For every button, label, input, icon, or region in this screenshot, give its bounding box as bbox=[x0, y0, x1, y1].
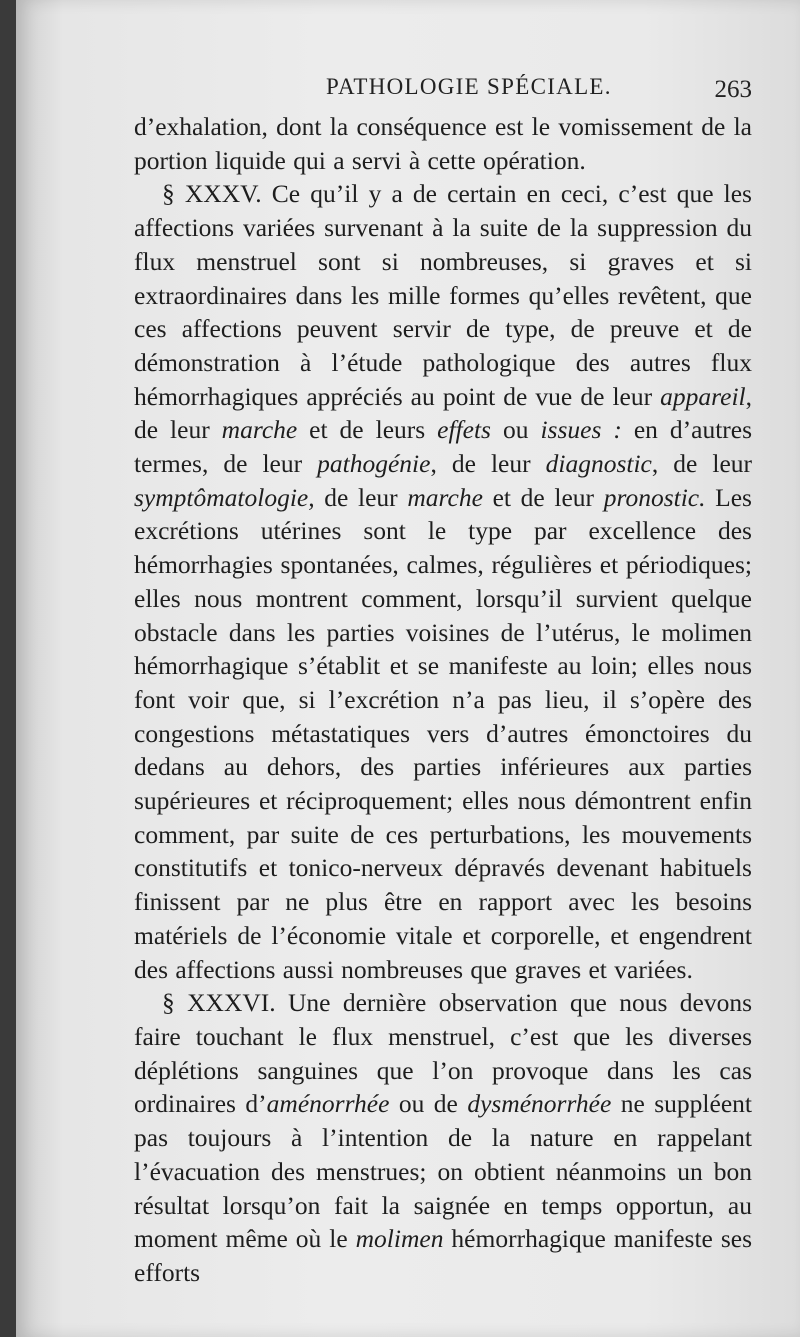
text-segment: , de leur bbox=[134, 381, 752, 445]
italic-term: diagnostic bbox=[545, 449, 652, 479]
italic-term: effets bbox=[437, 415, 491, 445]
text-segment: , de leur bbox=[651, 449, 753, 479]
text-segment: ou de bbox=[389, 1089, 468, 1119]
italic-term: pathogénie bbox=[317, 449, 431, 479]
italic-term: marche bbox=[407, 482, 483, 512]
text-segment: et de leur bbox=[482, 482, 604, 512]
text-segment: en d’autres termes, de leur bbox=[134, 415, 753, 479]
body-text bbox=[134, 110, 752, 1290]
italic-term: molimen bbox=[355, 1224, 444, 1254]
paragraph-section-36 bbox=[134, 986, 752, 1289]
page-number: 263 bbox=[714, 76, 752, 103]
text-segment: § XXXVI. Une dernière observation que nous devons faire touchant le flux menstruel, c’est que les diverses déplétions sanguines que l’on provoque dans les cas ordinaires d’ bbox=[134, 988, 752, 1119]
text-segment: ou bbox=[490, 415, 541, 445]
italic-term: marche bbox=[221, 415, 298, 445]
running-head bbox=[134, 74, 752, 108]
paragraph-section-35 bbox=[134, 177, 752, 986]
italic-term: symptômatologie, bbox=[134, 482, 315, 512]
text-segment: de leur bbox=[314, 482, 408, 512]
paragraph-1 bbox=[134, 110, 752, 177]
text-segment: d’exhalation, dont la conséquence est le vomissement de la portion liquide qui a servi à cette opération. bbox=[134, 112, 752, 175]
italic-term: appareil bbox=[660, 381, 746, 411]
book-page bbox=[16, 0, 800, 1337]
italic-term: pronostic. bbox=[603, 482, 706, 512]
text-segment: § XXXV. Ce qu’il y a de certain en ceci, c’est que les affections variées survenant à la suite de la suppression du flux menstruel sont si nombreuses, si graves et si extraordinaires dans les mille formes qu’elles revêtent, que ces affections peuvent servir de type, de preuve et de démonstration à l’étude pathologique des autres flux hémorrhagiques appréciés au point de vue de leur bbox=[134, 179, 752, 411]
italic-term: dysménorrhée bbox=[467, 1089, 612, 1119]
text-segment: , de leur bbox=[430, 449, 546, 479]
text-segment: Les excrétions utérines sont le type par excellence des hémorrhagies spontanées, calmes, régulières et périodiques; elles nous montrent comment, lorsqu’il survient quelque obstacle dans les parties voisines de l’utérus, le molimen hémorrhagique s’établit et se manifeste au loin; elles nous font voir que, si l’excrétion n’a pas lieu, il s’opère des congestions métastatiques vers d’autres émonctoires du dedans au dehors, des parties inférieures aux parties supérieures et réciproquement; elles nous démontrent enfin comment, par suite de ces perturbations, les mouvements constitutifs et tonico-nerveux dépravés devenant habituels finissent par ne plus être en rapport avec les besoins matériels de l’économie vitale et corporelle, et engendrent des affections aussi nombreuses que graves et variées. bbox=[134, 482, 752, 984]
running-title: PATHOLOGIE SPÉCIALE. bbox=[326, 74, 612, 99]
text-segment: et de leurs bbox=[297, 415, 438, 445]
italic-term: issues : bbox=[540, 415, 622, 445]
text-segment: ne suppléent pas toujours à l’intention de la nature en rappelant l’évacuation des menstrues; on obtient néanmoins un bon résultat lorsqu’on fait la saignée en temps opportun, au moment même où le bbox=[134, 1089, 752, 1254]
italic-term: aménorrhée bbox=[266, 1089, 390, 1119]
text-segment: hémorrhagique manifeste ses efforts bbox=[134, 1224, 753, 1287]
